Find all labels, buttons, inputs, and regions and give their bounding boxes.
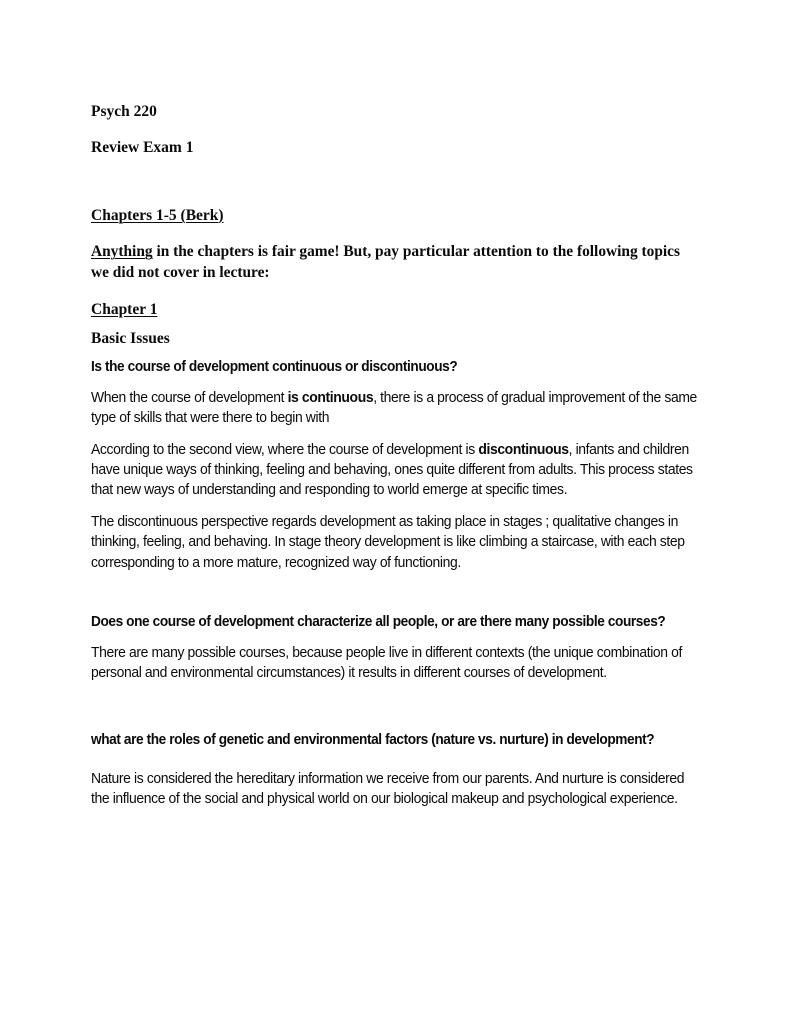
chapters-heading-text: Chapters 1-5 (Berk) — [91, 206, 224, 224]
course-title: Psych 220 — [91, 103, 157, 120]
question-prompt: Is the course of development continuous or discontinuous? — [91, 358, 458, 375]
answer-lead: When the course of development — [91, 389, 288, 406]
chapters-heading — [91, 207, 701, 225]
answer-tail: , there is a process of gradual improvement of the same type of skills that were there to begin with — [91, 389, 697, 427]
spacer-after-chapters-heading — [91, 224, 701, 242]
answer-tail: The discontinuous perspective regards development as taking place in stages ; qualitative changes in thinking, feeling, and behaving. In stage theory development is like climbing a staircase, with each step corresponding to a more mature, recognized way of functioning. — [91, 513, 685, 571]
spacer-after-chapter-heading — [91, 319, 701, 330]
answer-emphasis: is continuous — [287, 389, 374, 406]
exam-title: Review Exam 1 — [91, 139, 194, 157]
spacer-before-question-3 — [91, 695, 701, 732]
chapter-heading-text: Chapter 1 — [91, 301, 158, 319]
spacer-after-section-heading — [91, 348, 701, 359]
answer-paragraph — [91, 769, 698, 810]
spacer-after-intro — [91, 283, 701, 301]
spacer-before-question-2 — [91, 584, 701, 614]
answer-tail: , infants and children have unique ways of thinking, feeling and behaving, ones quite different from adults. This process states that new ways of understanding and responding to world emerge at specific times. — [91, 441, 693, 499]
answer-lead: According to the second view, where the course of development is — [91, 441, 479, 458]
answer-paragraph — [91, 643, 698, 684]
spacer-before-answer-3 — [91, 750, 701, 769]
chapter-heading — [91, 301, 701, 319]
intro-paragraph — [91, 242, 701, 283]
answer-paragraph — [91, 388, 698, 429]
answer-emphasis: discontinuous — [478, 441, 569, 458]
answer-paragraph — [91, 512, 698, 573]
answer-tail: There are many possible courses, because people live in different contexts (the unique combination of personal and environmental circumstances) it results in different courses of development. — [91, 645, 683, 682]
document-body — [91, 104, 701, 810]
section-heading: Basic Issues — [91, 330, 170, 348]
answer-paragraph — [91, 440, 698, 501]
spacer-after-title — [91, 177, 701, 207]
intro-rest: in the chapters is fair game! But, pay particular attention to the following topics we did not cover in lecture: — [91, 243, 680, 281]
question-prompt: what are the roles of genetic and environmental factors (nature vs. nurture) in development? — [91, 731, 655, 748]
intro-emphasis: Anything — [91, 243, 153, 261]
question-prompt: Does one course of development characterize all people, or are there many possible courses? — [91, 614, 666, 631]
answer-tail: Nature is considered the hereditary information we receive from our parents. And nurture is considered the influence of the social and physical world on our biological makeup and psychological experience. — [91, 770, 685, 808]
